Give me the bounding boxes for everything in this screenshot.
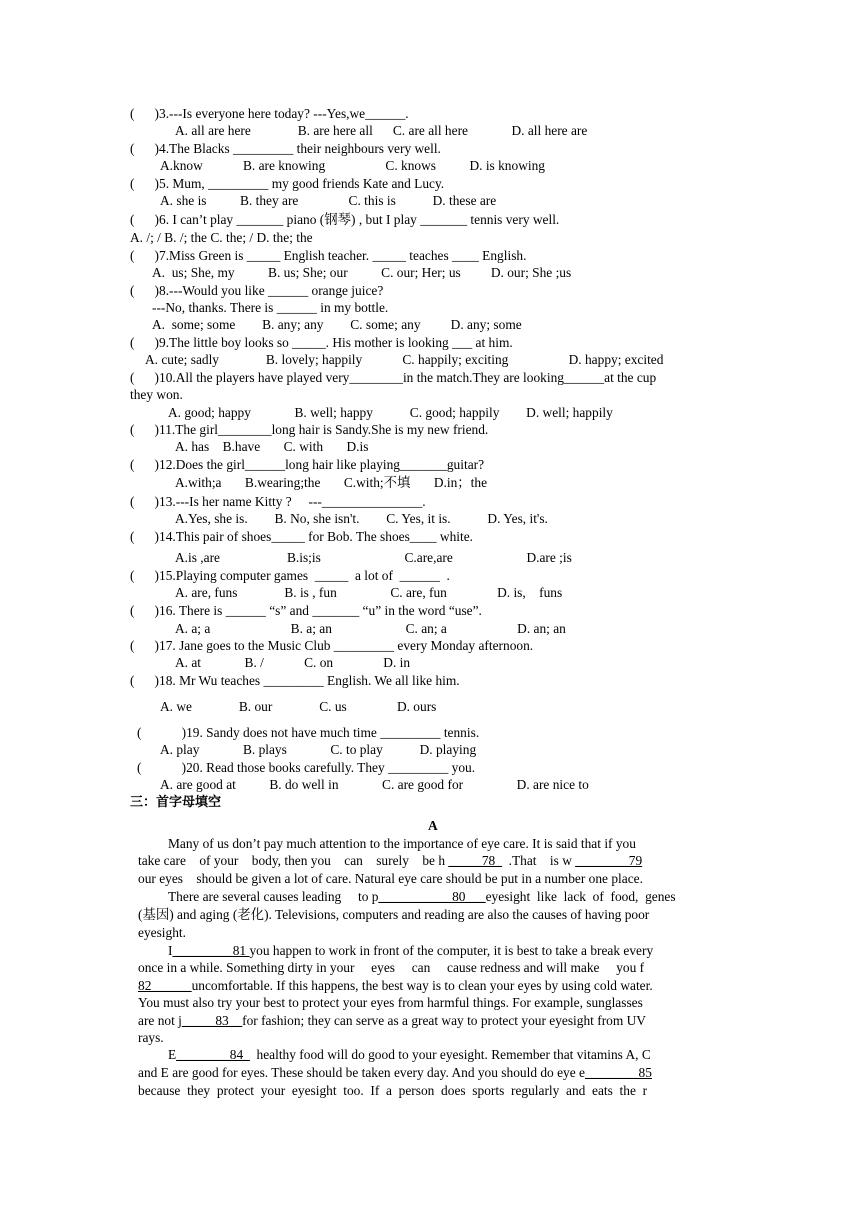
blank-85: ________85 [584, 1065, 652, 1080]
passage-line: once in a while. Something dirty in your eyes can cause redness and will make you f [138, 960, 645, 975]
question-10-stem-line2: they won. [130, 387, 183, 402]
question-20-options: A. are good at B. do well in C. are good for D. are nice to [160, 777, 589, 792]
passage-text: you happen to work in front of the computer, it is best to take a break every [249, 943, 654, 958]
question-10-stem: ( )10.All the players have played very________in the match.They are looking______at the cup [130, 370, 657, 385]
passage-line: eyesight. [138, 925, 186, 940]
passage-text: and E are good for eyes. These should be taken every day. And you should do eye e [138, 1065, 585, 1080]
question-11-options: A. has B.have C. with D.is [175, 439, 369, 454]
question-18-stem: ( )18. Mr Wu teaches _________ English. We all like him. [130, 673, 460, 688]
question-17-options: A. at B. / C. on D. in [175, 655, 411, 670]
question-3-options: A. all are here B. are here all C. are all here D. all here are [175, 123, 588, 138]
passage-line [138, 1012, 646, 1029]
passage-text: .That is w [501, 853, 576, 868]
question-14-stem: ( )14.This pair of shoes_____ for Bob. The shoes____ white. [130, 529, 474, 544]
passage-line: because they protect your eyesight too. If a person does sports regularly and eats the r [138, 1083, 648, 1098]
passage-line [138, 1064, 652, 1081]
question-13-options: A.Yes, she is. B. No, she isn't. C. Yes, it is. D. Yes, it's. [175, 511, 548, 526]
question-6-options: A. /; / B. /; the C. the; / D. the; the [130, 230, 313, 245]
question-19-options: A. play B. plays C. to play D. playing [160, 742, 477, 757]
question-16-options: A. a; a B. a; an C. an; a D. an; an [175, 621, 566, 636]
question-13-stem: ( )13.---Is her name Kitty ? ---_______________. [130, 494, 426, 509]
question-8-options: A. some; some B. any; any C. some; any D. any; some [152, 317, 522, 332]
passage-line: rays. [138, 1030, 164, 1045]
passage-text: uncomfortable. If this happens, the best way is to clean your eyes by using cold water. [191, 978, 653, 993]
passage-text: eyesight like lack of food, genes [485, 889, 676, 904]
question-16-stem: ( )16. There is ______ “s” and _______ “u” in the word “use”. [130, 603, 482, 618]
blank-79: ________79 [575, 853, 643, 868]
question-4-options: A.know B. are knowing C. knows D. is knowing [160, 158, 545, 173]
question-19-stem: ( )19. Sandy does not have much time _________ tennis. [137, 725, 480, 740]
question-5-options: A. she is B. they are C. this is D. these are [160, 193, 497, 208]
passage-line [168, 942, 653, 959]
question-10-options: A. good; happy B. well; happy C. good; happily D. well; happily [168, 405, 613, 420]
question-11-stem: ( )11.The girl________long hair is Sandy.She is my new friend. [130, 422, 489, 437]
question-12-options: A.with;a B.wearing;the C.with;不填 D.in；the [175, 475, 488, 490]
passage-text: for fashion; they can serve as a great way to protect your eyesight from UV [242, 1013, 646, 1028]
question-9-options: A. cute; sadly B. lovely; happily C. happily; exciting D. happy; excited [145, 352, 664, 367]
question-15-stem: ( )15.Playing computer games _____ a lot of ______ . [130, 568, 450, 583]
question-12-stem: ( )12.Does the girl______long hair like playing_______guitar? [130, 457, 485, 472]
blank-84: ________84_ [176, 1047, 250, 1062]
question-6-stem: ( )6. I can’t play _______ piano (钢琴) , but I play _______ tennis very well. [130, 212, 560, 227]
question-18-options: A. we B. our C. us D. ours [160, 699, 437, 714]
question-3-stem: ( )3.---Is everyone here today? ---Yes,we______. [130, 106, 409, 121]
blank-81: _________81 [172, 943, 250, 958]
passage-text: There are several causes leading to p [168, 889, 379, 904]
passage-line [168, 888, 676, 905]
question-15-options: A. are, funs B. is , fun C. are, fun D. is, funs [175, 585, 563, 600]
passage-line: You must also try your best to protect your eyes from harmful things. For example, sunglasses [138, 995, 643, 1010]
passage-line [138, 977, 653, 994]
passage-text: are not j [138, 1013, 182, 1028]
blank-78: _____78_ [448, 853, 502, 868]
passage-title: A [428, 818, 438, 833]
passage-line: (基因) and aging (老化). Televisions, computers and reading are also the causes of having poor [138, 907, 650, 922]
passage-text: E [168, 1047, 177, 1062]
blank-83: _____83__ [181, 1013, 243, 1028]
passage-line [168, 1046, 651, 1063]
question-20-stem: ( )20. Read those books carefully. They _________ you. [137, 760, 476, 775]
question-5-stem: ( )5. Mum, _________ my good friends Kate and Lucy. [130, 176, 445, 191]
question-8-stem: ( )8.---Would you like ______ orange juice? [130, 283, 384, 298]
question-7-options: A. us; She, my B. us; She; our C. our; Her; us D. our; She ;us [152, 265, 572, 280]
blank-80: ___________80___ [378, 889, 486, 904]
question-14-options: A.is ,are B.is;is C.are,are D.are ;is [175, 550, 572, 565]
section-heading: 三：首字母填空 [130, 795, 222, 810]
question-17-stem: ( )17. Jane goes to the Music Club _________ every Monday afternoon. [130, 638, 534, 653]
passage-line [138, 852, 642, 869]
passage-text: take care of your body, then you can surely be h [138, 853, 449, 868]
question-9-stem: ( )9.The little boy looks so _____. His mother is looking ___ at him. [130, 335, 513, 350]
blank-82: 82______ [138, 978, 192, 993]
question-7-stem: ( )7.Miss Green is _____ English teacher. _____ teaches ____ English. [130, 248, 527, 263]
passage-line: our eyes should be given a lot of care. Natural eye care should be put in a number one place. [138, 871, 643, 886]
question-8-stem-line2: ---No, thanks. There is ______ in my bottle. [152, 300, 389, 315]
passage-text: healthy food will do good to your eyesight. Remember that vitamins A, C [249, 1047, 651, 1062]
passage-text: I [168, 943, 173, 958]
question-4-stem: ( )4.The Blacks _________ their neighbours very well. [130, 141, 441, 156]
passage-line: Many of us don’t pay much attention to the importance of eye care. It is said that if you [168, 836, 636, 851]
